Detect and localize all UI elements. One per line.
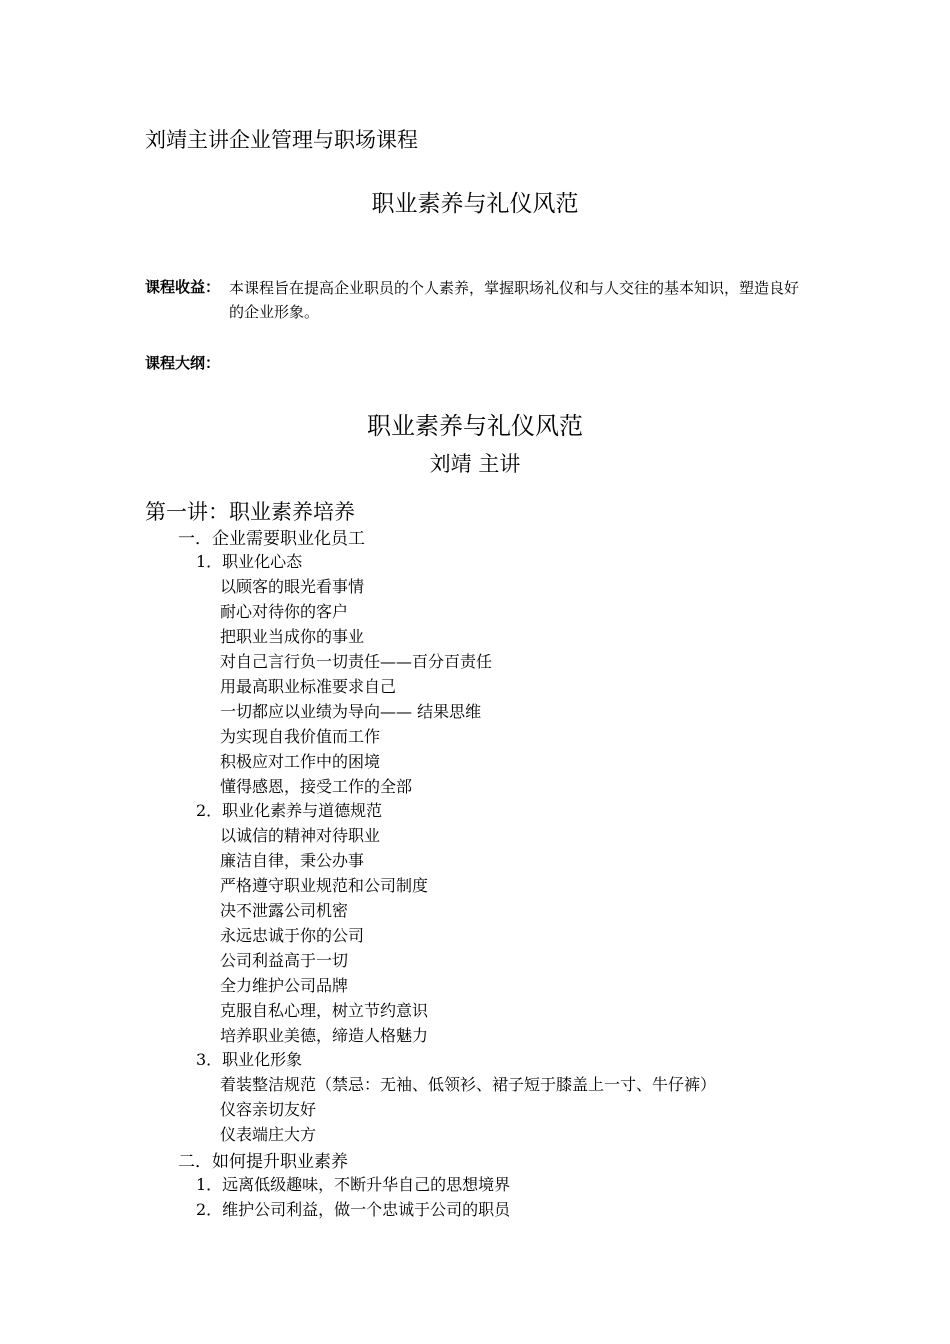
outline-item: 廉洁自律，秉公办事: [220, 851, 365, 870]
outline-label: 课程大纲：: [145, 354, 221, 372]
outline-item: 培养职业美德，缔造人格魅力: [220, 1026, 429, 1045]
outline-item: 对自己言行负一切责任——百分百责任: [220, 652, 493, 671]
lecturer-line: 刘靖 主讲: [429, 452, 521, 476]
outline-item: 决不泄露公司机密: [220, 901, 349, 920]
benefit-text: 本课程旨在提高企业职员的个人素养，掌握职场礼仪和与人交往的基本知识，塑造良好的企业形象。: [229, 279, 800, 321]
document-header: 刘靖主讲企业管理与职场课程: [145, 128, 418, 152]
lecture-heading: 第一讲：职业素养培养: [145, 500, 355, 524]
section-heading: 二．如何提升职业素养: [178, 1152, 348, 1172]
benefit-label: 课程收益：: [145, 278, 221, 296]
outline-item: 用最高职业标准要求自己: [220, 677, 397, 696]
outline-item: 懂得感恩，接受工作的全部: [220, 777, 413, 796]
outline-item: 公司利益高于一切: [220, 951, 349, 970]
outline-item: 克服自私心理，树立节约意识: [220, 1001, 429, 1020]
outline-item: 耐心对待你的客户: [220, 602, 349, 621]
outline-item: 以顾客的眼光看事情: [220, 577, 365, 596]
section-heading: 一．企业需要职业化员工: [178, 529, 365, 549]
outline-item: 永远忠诚于你的公司: [220, 926, 365, 945]
outline-item: 积极应对工作中的困境: [220, 752, 381, 771]
subsection-heading: 1．职业化心态: [196, 552, 303, 571]
course-title: 职业素养与礼仪风范: [371, 191, 579, 217]
outline-item: 着装整洁规范（禁忌：无袖、低领衫、裙子短于膝盖上一寸、牛仔裤）: [220, 1075, 717, 1094]
outline-item: 仪表端庄大方: [220, 1125, 317, 1144]
outline-item: 仪容亲切友好: [220, 1100, 317, 1119]
outline-item: 严格遵守职业规范和公司制度: [220, 876, 429, 895]
outline-item: 全力维护公司品牌: [220, 976, 349, 995]
outline-item: 以诚信的精神对待职业: [220, 826, 381, 845]
outline-title: 职业素养与礼仪风范: [367, 412, 583, 440]
outline-item: 为实现自我价值而工作: [220, 727, 381, 746]
subsection-heading: 2．维护公司利益，做一个忠诚于公司的职员: [196, 1200, 511, 1219]
subsection-heading: 2．职业化素养与道德规范: [196, 801, 383, 820]
outline-item: 把职业当成你的事业: [220, 627, 365, 646]
outline-item: 一切都应以业绩为导向—— 结果思维: [220, 702, 482, 721]
subsection-heading: 1．远离低级趣味，不断升华自己的思想境界: [196, 1175, 511, 1194]
subsection-heading: 3．职业化形象: [196, 1050, 303, 1069]
